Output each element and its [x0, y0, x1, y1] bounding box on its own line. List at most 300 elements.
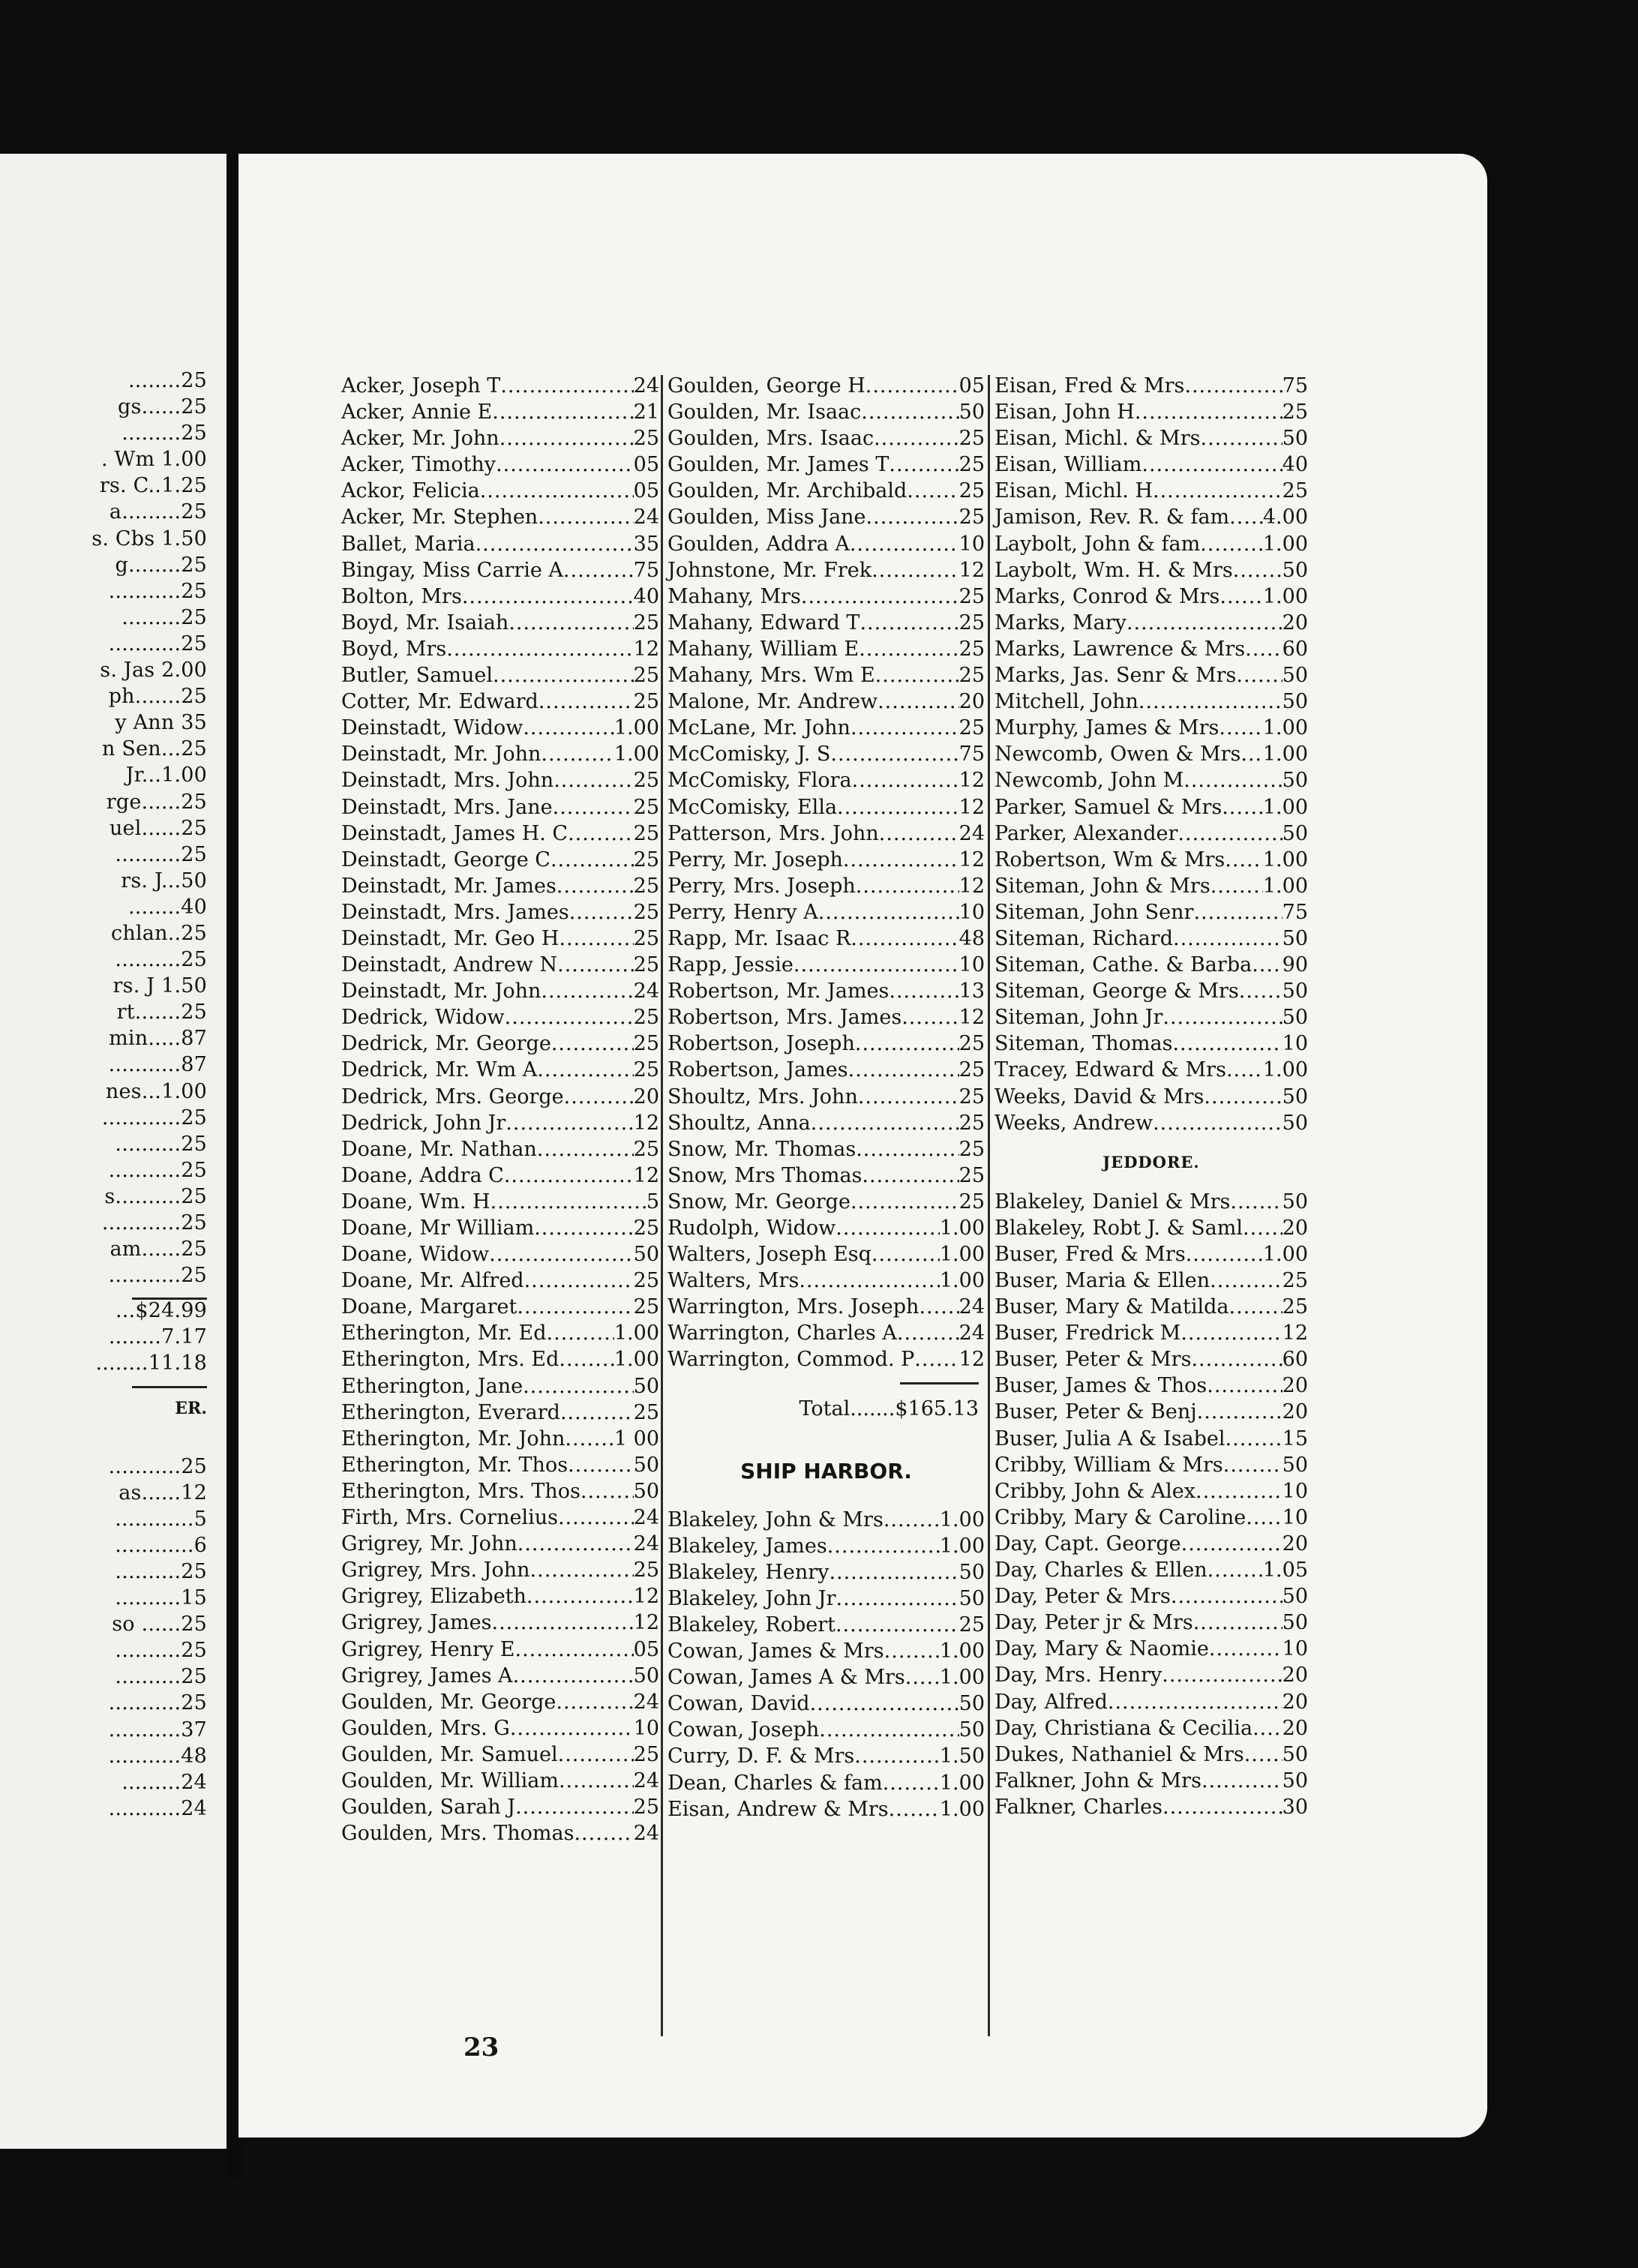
dot-leader	[836, 1586, 959, 1612]
entry-amount: 24	[633, 506, 659, 530]
entry-amount: 1.00	[1262, 716, 1308, 740]
dot-leader	[1202, 1768, 1282, 1794]
list-entry	[668, 952, 985, 978]
list-entry	[994, 1004, 1308, 1030]
entry-amount: 05	[958, 374, 985, 398]
list-entry	[341, 847, 659, 873]
entry-amount: 12	[958, 558, 985, 582]
dot-leader	[889, 452, 958, 478]
entry-name: Mitchell, John	[994, 690, 1138, 714]
dot-leader	[1153, 1110, 1282, 1136]
entry-amount: 1.00	[1262, 1058, 1308, 1082]
entry-name: Blakeley, Henry	[668, 1560, 830, 1584]
facing-row: ..........25	[115, 948, 207, 972]
entry-name: Robertson, Joseph	[668, 1032, 855, 1056]
dot-leader	[517, 1294, 633, 1320]
dot-leader	[513, 1663, 634, 1689]
dot-leader	[872, 1241, 940, 1268]
entry-name: Goulden, Mr. George	[341, 1690, 556, 1714]
entry-name: Dean, Charles & fam	[668, 1771, 883, 1795]
list-entry	[668, 715, 985, 741]
dot-leader	[1226, 1426, 1282, 1452]
list-entry	[994, 1346, 1308, 1372]
entry-name: Cotter, Mr. Edward	[341, 690, 538, 714]
entry-name: Deinstadt, Andrew N	[341, 953, 558, 977]
dot-leader	[850, 531, 959, 557]
facing-row: ..........25	[115, 1665, 207, 1689]
entry-name: Siteman, Thomas	[994, 1032, 1173, 1056]
facing-row: ...........24	[108, 1796, 207, 1820]
entry-amount: 75	[958, 742, 985, 766]
entry-name: Perry, Mr. Joseph	[668, 848, 843, 872]
entry-name: Siteman, John Jr	[994, 1006, 1163, 1030]
entry-amount: 15	[1282, 1426, 1308, 1450]
entry-name: Butler, Samuel	[341, 664, 493, 688]
entry-name: Cribby, Mary & Caroline	[994, 1505, 1246, 1529]
list-entry	[994, 531, 1308, 557]
dot-leader	[493, 662, 634, 688]
entry-amount: 25	[633, 427, 659, 451]
facing-row: ..........25	[115, 1132, 207, 1156]
list-entry	[668, 1612, 985, 1638]
list-entry	[341, 636, 659, 662]
dot-leader	[1186, 1241, 1263, 1268]
dot-leader	[1239, 978, 1282, 1004]
dot-leader	[1184, 767, 1282, 794]
dot-leader	[854, 1743, 940, 1769]
entry-amount: 10	[1282, 1479, 1308, 1503]
entry-amount: 20	[1282, 1374, 1308, 1398]
dot-leader	[568, 820, 634, 847]
entry-amount: 25	[958, 664, 985, 688]
dot-leader	[905, 1664, 940, 1690]
entry-name: Etherington, Mr. Thos	[341, 1453, 568, 1477]
entry-amount: 10	[633, 1716, 659, 1740]
list-entry	[341, 1110, 659, 1136]
dot-leader	[1222, 794, 1263, 820]
dot-leader	[878, 688, 959, 715]
entry-amount: 25	[958, 427, 985, 451]
dot-leader	[1210, 873, 1263, 899]
list-entry	[994, 715, 1308, 741]
facing-row: as......12	[118, 1480, 207, 1504]
list-entry	[668, 767, 985, 794]
dot-leader	[1246, 1504, 1282, 1531]
entry-amount: 1.00	[1262, 848, 1308, 872]
list-entry	[668, 452, 985, 478]
dot-leader	[489, 1241, 634, 1268]
list-entry	[994, 557, 1308, 584]
list-entry	[994, 478, 1308, 504]
entry-name: Dedrick, Mr. Wm A	[341, 1058, 538, 1082]
entry-amount: 12	[958, 769, 985, 793]
entry-amount: 50	[1282, 980, 1308, 1004]
entry-name: Day, Charles & Ellen	[994, 1558, 1208, 1582]
entry-amount: 24	[958, 1295, 985, 1319]
entry-name: Buser, Fred & Mrs	[994, 1242, 1186, 1266]
entry-name: Shoultz, Anna	[668, 1111, 811, 1135]
dot-leader	[818, 899, 959, 926]
list-entry	[668, 1638, 985, 1664]
entry-amount: 13	[958, 980, 985, 1004]
facing-row: chlan..25	[111, 921, 207, 945]
dot-leader	[1207, 1372, 1282, 1399]
dot-leader	[1191, 1346, 1282, 1372]
entry-amount: 50	[958, 1692, 985, 1716]
dot-leader	[848, 1057, 959, 1083]
entry-amount: 50	[1282, 427, 1308, 451]
facing-row: ...........25	[108, 579, 207, 603]
entry-amount: 50	[633, 1479, 659, 1503]
list-entry	[994, 688, 1308, 715]
entry-amount: 50	[1282, 558, 1308, 582]
facing-row: ............25	[101, 1106, 207, 1130]
list-entry	[668, 662, 985, 688]
entry-amount: 12	[958, 1006, 985, 1030]
entry-name: Cowan, James A & Mrs	[668, 1666, 905, 1690]
entry-name: Deinstadt, Mr. John	[341, 742, 542, 766]
dot-leader	[1193, 899, 1282, 926]
facing-row: rge......25	[106, 790, 207, 814]
list-entry	[668, 399, 985, 425]
dot-leader	[1210, 1268, 1282, 1294]
facing-row: ...........25	[108, 1264, 207, 1288]
list-entry	[668, 1004, 985, 1030]
entry-name: Goulden, Mrs. Isaac	[668, 427, 874, 451]
facing-row: a.........25	[109, 500, 207, 524]
list-entry	[341, 584, 659, 610]
entry-name: Deinstadt, Mrs. John	[341, 769, 554, 793]
dot-leader	[907, 478, 958, 504]
dot-leader	[537, 1136, 634, 1162]
list-entry	[994, 741, 1308, 767]
entry-amount: 1.00	[614, 1322, 659, 1346]
entry-name: Etherington, Mrs. Thos	[341, 1479, 580, 1503]
entry-amount: 90	[1282, 953, 1308, 977]
list-entry	[341, 1373, 659, 1400]
entry-amount: 20	[1282, 1716, 1308, 1740]
entry-amount: 24	[633, 1822, 659, 1846]
dot-leader	[810, 1690, 959, 1717]
entry-amount: 12	[633, 1585, 659, 1609]
entry-amount: 1.50	[939, 1744, 985, 1768]
list-entry	[994, 1662, 1308, 1688]
list-entry	[994, 1531, 1308, 1557]
total-rule	[0, 1377, 207, 1386]
dot-leader	[538, 504, 633, 530]
list-entry	[994, 820, 1308, 847]
entry-amount: 1.00	[614, 1348, 659, 1372]
entry-name: Acker, Mr. Stephen	[341, 506, 538, 530]
list-entry	[341, 688, 659, 715]
entry-name: Deinstadt, James H. C	[341, 821, 568, 845]
list-entry	[994, 847, 1308, 873]
entry-name: Doane, Mr. Alfred	[341, 1269, 524, 1293]
dot-leader	[860, 610, 958, 636]
entry-amount: 1.00	[1262, 874, 1308, 898]
list-entry	[341, 1504, 659, 1531]
dot-leader	[859, 636, 958, 662]
list-entry	[341, 504, 659, 530]
dot-leader	[1252, 1715, 1282, 1742]
entry-name: Blakeley, Robt J. & Saml	[994, 1216, 1244, 1240]
entry-name: Etherington, Everard	[341, 1400, 560, 1424]
list-entry	[341, 1346, 659, 1372]
dot-leader	[794, 952, 959, 978]
total-rule	[0, 1288, 207, 1298]
list-entry	[994, 1478, 1308, 1504]
entry-name: Grigrey, Henry E	[341, 1637, 515, 1661]
list-entry	[994, 1399, 1308, 1425]
facing-row: rs. C..1.25	[99, 474, 207, 498]
entry-name: Rudolph, Widow	[668, 1216, 836, 1240]
dot-leader	[1162, 1794, 1282, 1820]
entry-name: Buser, Fredrick M	[994, 1322, 1181, 1346]
dot-leader	[1135, 399, 1282, 425]
entry-amount: 1.00	[939, 1797, 985, 1821]
dot-leader	[538, 688, 634, 715]
dot-leader	[446, 636, 633, 662]
dot-leader	[476, 531, 634, 557]
facing-row: ph.......25	[108, 685, 207, 709]
entry-amount: 25	[633, 795, 659, 819]
facing-row: so ......25	[112, 1612, 207, 1636]
entry-name: Siteman, Richard	[994, 926, 1173, 950]
entry-name: Doane, Wm. H	[341, 1190, 490, 1214]
page	[238, 154, 1487, 2138]
facing-row: ..........15	[115, 1586, 207, 1610]
facing-row: ..........25	[115, 1639, 207, 1663]
list-entry	[668, 478, 985, 504]
total-value: $165.13	[895, 1396, 979, 1420]
entry-name: Newcomb, John M	[994, 769, 1184, 793]
dot-leader	[836, 1215, 940, 1241]
entry-amount: 25	[958, 453, 985, 477]
list-entry	[668, 636, 985, 662]
entry-name: Shoultz, Mrs. John	[668, 1084, 858, 1108]
entry-name: Buser, Peter & Mrs	[994, 1348, 1192, 1372]
entry-name: Grigrey, Mr. John	[341, 1532, 518, 1556]
section-heading: JEDDORE.	[1102, 1152, 1200, 1172]
entry-amount: 1.00	[1262, 584, 1308, 608]
entry-name: Buser, Julia A & Isabel	[994, 1426, 1226, 1450]
entry-name: Etherington, Jane	[341, 1374, 524, 1398]
entry-amount: 25	[958, 1190, 985, 1214]
dot-leader	[1243, 1215, 1282, 1241]
list-entry	[341, 1531, 659, 1557]
list-entry	[994, 767, 1308, 794]
list-entry	[668, 1507, 985, 1533]
list-entry	[341, 899, 659, 926]
list-entry	[994, 1241, 1308, 1268]
entry-name: Deinstadt, George C	[341, 848, 550, 872]
list-entry	[341, 1162, 659, 1189]
entry-name: Cribby, John & Alex	[994, 1479, 1196, 1503]
dot-leader	[875, 662, 959, 688]
dot-leader	[1196, 1478, 1282, 1504]
dot-leader	[850, 1189, 959, 1215]
facing-row: ............5	[115, 1507, 207, 1531]
entry-amount: 25	[1282, 1295, 1308, 1319]
entry-name: Parker, Samuel & Mrs	[994, 795, 1222, 819]
list-entry	[994, 1794, 1308, 1820]
entry-name: Perry, Mrs. Joseph	[668, 874, 856, 898]
dot-leader	[884, 1507, 940, 1533]
dot-leader	[852, 767, 959, 794]
dot-leader	[1230, 1189, 1282, 1215]
entry-amount: 25	[633, 1400, 659, 1424]
list-entry	[668, 1136, 985, 1162]
list-entry	[341, 1583, 659, 1610]
list-entry	[341, 1030, 659, 1057]
list-entry	[341, 952, 659, 978]
facing-row: s. Cbs 1.50	[92, 526, 207, 550]
list-entry	[341, 1478, 659, 1504]
entry-name: Buser, Peter & Benj	[994, 1400, 1197, 1424]
list-entry	[668, 847, 985, 873]
dot-leader	[1171, 1583, 1282, 1610]
entry-name: Doane, Addra C	[341, 1163, 504, 1187]
entry-amount: 25	[633, 900, 659, 924]
total-rule	[668, 1373, 985, 1394]
dot-leader	[1226, 1057, 1263, 1083]
entry-amount: 25	[958, 637, 985, 661]
entry-name: Goulden, Mr. Isaac	[668, 400, 862, 424]
dot-leader	[1209, 1636, 1282, 1662]
entry-amount: 40	[1282, 453, 1308, 477]
entry-amount: 25	[633, 821, 659, 845]
dot-leader	[504, 1162, 634, 1189]
entry-amount: 25	[1282, 479, 1308, 503]
list-entry	[341, 741, 659, 767]
entry-amount: 30	[1282, 1795, 1308, 1819]
entry-name: Walters, Joseph Esq	[668, 1243, 872, 1267]
list-entry	[341, 478, 659, 504]
entry-amount: 50	[633, 1453, 659, 1477]
entry-name: Grigrey, Elizabeth	[341, 1585, 526, 1609]
entry-amount: 25	[633, 1269, 659, 1293]
dot-leader	[559, 1768, 634, 1794]
dot-leader	[490, 1189, 646, 1215]
list-entry	[994, 926, 1308, 952]
dot-leader	[914, 1346, 958, 1372]
entry-name: Warrington, Charles A	[668, 1322, 897, 1346]
dot-leader	[1219, 715, 1262, 741]
column-3	[994, 373, 1308, 1820]
list-entry	[994, 1583, 1308, 1610]
column-divider	[988, 375, 990, 2036]
dot-leader	[541, 978, 633, 1004]
list-entry	[341, 1294, 659, 1320]
entry-name: Marks, Jas. Senr & Mrs	[994, 664, 1237, 688]
entry-name: Malone, Mr. Andrew	[668, 690, 878, 714]
entry-amount: 50	[1282, 769, 1308, 793]
list-entry	[668, 1796, 985, 1822]
dot-leader	[510, 1715, 634, 1742]
dot-leader	[500, 425, 634, 452]
entry-name: Goulden, Sarah J	[341, 1796, 516, 1820]
facing-row: y Ann 35	[115, 711, 207, 735]
entry-name: Doane, Mr William	[341, 1216, 535, 1240]
entry-amount: 25	[633, 610, 659, 634]
entry-name: Deinstadt, Mr. John	[341, 980, 542, 1004]
entry-amount: 25	[958, 1163, 985, 1187]
dot-leader	[505, 1004, 634, 1030]
entry-amount: 1.00	[1262, 532, 1308, 556]
dot-leader	[1126, 610, 1282, 636]
entry-name: Buser, Maria & Ellen	[994, 1269, 1210, 1292]
entry-name: Goulden, Mr. William	[341, 1768, 559, 1792]
facing-row: ...........25	[108, 632, 207, 656]
list-entry	[994, 1084, 1308, 1110]
dot-leader	[560, 1400, 634, 1426]
entry-name: Siteman, John Senr	[994, 900, 1194, 924]
dot-leader	[524, 1268, 634, 1294]
entry-name: McLane, Mr. John	[668, 716, 850, 740]
column-1	[341, 373, 659, 1846]
entry-name: Day, Capt. George	[994, 1532, 1181, 1556]
entry-amount: 1.00	[939, 1216, 985, 1240]
list-entry	[994, 399, 1308, 425]
facing-row: s. Jas 2.00	[100, 658, 207, 682]
entry-amount: 1.00	[939, 1666, 985, 1690]
entry-name: Snow, Mr. Thomas	[668, 1137, 856, 1161]
list-entry	[668, 899, 985, 926]
list-entry	[341, 873, 659, 899]
entry-name: Snow, Mr. George	[668, 1190, 850, 1214]
dot-leader	[506, 1110, 633, 1136]
entry-name: Buser, James & Thos	[994, 1374, 1208, 1398]
list-entry	[668, 741, 985, 767]
entry-amount: 05	[633, 479, 659, 503]
entry-amount: 25	[633, 848, 659, 872]
dot-leader	[1204, 1084, 1282, 1110]
list-entry	[341, 1768, 659, 1794]
list-entry	[994, 1057, 1308, 1083]
list-entry	[668, 1717, 985, 1743]
entry-amount: 25	[958, 1084, 985, 1108]
entry-name: Eisan, Michl. & Mrs	[994, 427, 1201, 451]
entry-amount: 60	[1282, 1348, 1308, 1372]
dot-leader	[550, 847, 634, 873]
entry-amount: 20	[958, 690, 985, 714]
entry-name: Siteman, George & Mrs	[994, 980, 1239, 1004]
dot-leader	[515, 1794, 634, 1820]
list-entry	[994, 584, 1308, 610]
list-entry	[668, 1320, 985, 1346]
list-entry	[994, 1030, 1308, 1057]
dot-leader	[563, 557, 634, 584]
dot-leader	[559, 926, 633, 952]
dot-leader	[1180, 1320, 1282, 1346]
list-entry	[341, 1241, 659, 1268]
entry-amount: 50	[633, 1374, 659, 1398]
entry-amount: 1.00	[1262, 795, 1308, 819]
entry-name: McComisky, Flora	[668, 769, 852, 793]
entry-amount: 25	[958, 1058, 985, 1082]
entry-name: Cribby, William & Mrs	[994, 1453, 1223, 1477]
entry-amount: 10	[958, 953, 985, 977]
entry-amount: 25	[1282, 1269, 1308, 1292]
entry-name: Rapp, Mr. Isaac R	[668, 926, 851, 950]
list-entry	[994, 1110, 1308, 1136]
facing-row: ............6	[115, 1533, 207, 1557]
list-entry	[994, 1452, 1308, 1478]
entry-amount: 50	[958, 1586, 985, 1610]
list-entry	[668, 1110, 985, 1136]
dot-leader	[855, 1030, 959, 1057]
entry-name: Day, Christiana & Cecilia	[994, 1716, 1253, 1740]
